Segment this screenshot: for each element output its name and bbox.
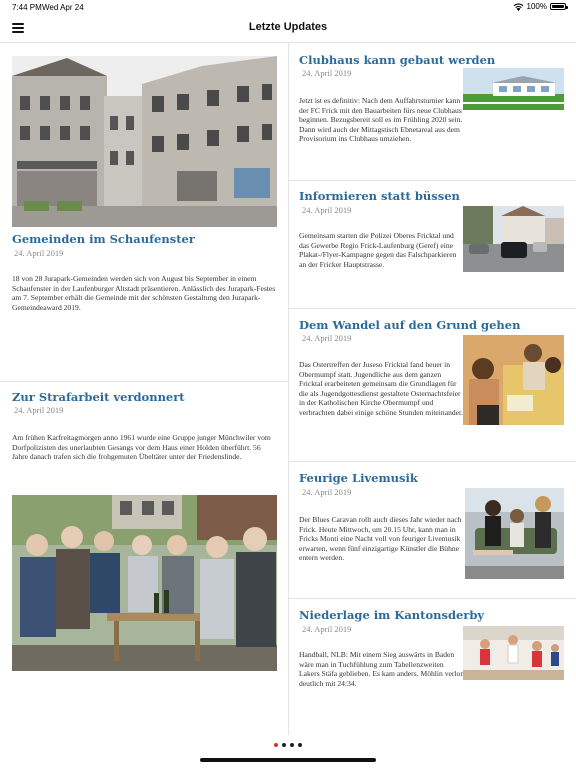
left-divider	[0, 381, 288, 382]
article-image-group-photo[interactable]	[12, 495, 277, 671]
article-title[interactable]: Niederlage im Kantonsderby	[299, 608, 485, 622]
right-divider	[289, 598, 576, 599]
right-divider	[289, 461, 576, 462]
article-image-blues-caravan[interactable]	[465, 488, 564, 579]
status-bar	[0, 0, 576, 14]
article-image-altstadt[interactable]	[12, 56, 277, 227]
article-teaser-text: Der Blues Caravan rollt auch dieses Jahr wieder nach Frick. Heute Mittwoch, um 20.15 Uhr, kann man in Fricks Monti eine Nacht voll von feuriger Livemusik erwarten, wenn fünf einzigartige Künstler die Bühne entern werden.	[299, 515, 462, 563]
wifi-icon	[513, 3, 524, 11]
article-title[interactable]: Zur Strafarbeit verdonnert	[12, 390, 185, 404]
page-indicator[interactable]	[0, 743, 576, 747]
article-date: 24. April 2019	[302, 333, 352, 343]
article-title[interactable]: Feurige Livemusik	[299, 471, 418, 485]
battery-percent: 100%	[526, 2, 547, 11]
column-divider	[288, 43, 289, 735]
nav-bar	[0, 14, 576, 43]
right-divider	[289, 180, 576, 181]
article-teaser	[299, 231, 465, 269]
right-divider	[289, 308, 576, 309]
article-teaser-text: Das Ostertreffen der Juseso Fricktal fand heuer in Obermumpf statt. Jugendliche aus dem ganzen Fricktal erarbeiteten gemeinsam die Grundlagen für die als Jugendgottesdienst gestaltete Osternachtsfeier in der Katholischen Kirche Obermumpf und verbrachten dabei einige schöne Stunden miteinander.	[299, 360, 464, 417]
article-teaser-text: Handball, NLB: Mit einem Sieg auswärts in Baden wäre man in Tuchfühlung zum Tabellenzweiten Lakers Stäfa geblieben. Es kam anders. Möhlin verlor deutlich mit 24:34.	[299, 650, 463, 688]
article-teaser: Am frühen Karfreitagmorgen anno 1961 wurde eine Gruppe junger Münchwiler vom Dorfpolizisten des unerlaubten Gesangs vor dem Haus einer Holden überführt. 56 Jahre danach trafen sich die frohgemuten Übeltäter unter der Friedenslinde.	[12, 433, 271, 462]
article-image-youth-group[interactable]	[463, 335, 564, 425]
article-title[interactable]: Dem Wandel auf den Grund gehen	[299, 318, 521, 332]
home-indicator[interactable]	[200, 758, 376, 762]
article-date: 24. April 2019	[302, 487, 352, 497]
article-title[interactable]: Clubhaus kann gebaut werden	[299, 53, 496, 67]
article-image-clubhaus[interactable]	[463, 68, 564, 110]
article-teaser	[299, 96, 465, 144]
status-date: Wed Apr 24	[42, 3, 84, 12]
article-date: 24. April 2019	[14, 405, 64, 415]
page-dot-active[interactable]	[274, 743, 278, 747]
battery-icon	[550, 3, 566, 10]
article-title[interactable]: Gemeinden im Schaufenster	[12, 232, 195, 246]
article-teaser-text: Jetzt ist es definitiv: Nach dem Auffahrtsturnier kann der FC Frick mit den Bauarbeiten fürs neue Clubhaus beginnen. Bezugsbereit soll es im Frühling 2020 sein. Dann wird auch der Mittagstisch Ebnetareal aus dem Provisorium ins Clubhaus umziehen.	[299, 96, 463, 144]
page-dot[interactable]	[282, 743, 286, 747]
status-right	[513, 2, 566, 11]
article-date: 24. April 2019	[302, 624, 352, 634]
article-grid	[0, 43, 576, 735]
article-teaser: 18 von 28 Jurapark-Gemeinden werden sich von August bis September in einem Schaufenster in der Laufenburger Altstadt präsentieren. Anlässlich des Jurapark-Festes am 7. September erhält die Gemeinde mit der schönsten Gestaltung den Jurapark-Gemeindeaward 2019.	[12, 274, 276, 312]
article-teaser-text: Gemeinsam starten die Polizei Oberes Fricktal und das Gewerbe Regio Frick-Laufenburg (Geref) eine Plakat-/Flyer-Kampagne gegen das Falschparkieren an der Fricker Hauptstrasse.	[299, 231, 457, 269]
page-dot[interactable]	[290, 743, 294, 747]
page-dot[interactable]	[298, 743, 302, 747]
article-date: 24. April 2019	[302, 68, 352, 78]
article-teaser	[299, 360, 465, 418]
article-date: 24. April 2019	[302, 205, 352, 215]
article-date: 24. April 2019	[14, 248, 64, 258]
article-image-street[interactable]	[463, 206, 564, 272]
article-teaser	[299, 515, 465, 563]
article-image-handball[interactable]	[463, 626, 564, 680]
page-title: Letzte Updates	[248, 21, 328, 33]
article-teaser	[299, 650, 465, 688]
article-title[interactable]: Informieren statt büssen	[299, 189, 460, 203]
status-time: 7:44 PM	[12, 3, 42, 12]
